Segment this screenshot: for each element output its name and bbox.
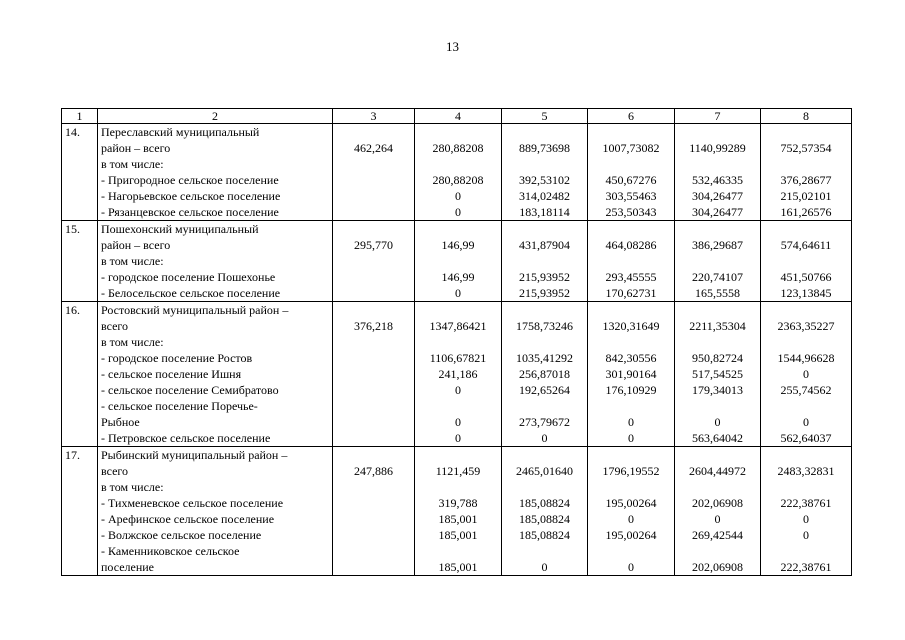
table-row: [62, 382, 852, 398]
value-cell: 0: [675, 511, 761, 527]
value-cell: [333, 559, 415, 576]
value-cell: 253,50343: [588, 204, 675, 221]
value-cell: 269,42544: [675, 527, 761, 543]
value-cell: [415, 398, 502, 414]
value-cell: 0: [675, 414, 761, 430]
value-cell: 376,218: [333, 318, 415, 334]
header-cell: 2: [98, 109, 333, 124]
value-cell: 451,50766: [761, 269, 852, 285]
value-cell: 2465,01640: [502, 463, 588, 479]
table-row: [62, 398, 852, 414]
table-row: [62, 414, 852, 430]
value-cell: 220,74107: [675, 269, 761, 285]
row-number-cell: [62, 430, 98, 447]
value-cell: 304,26477: [675, 204, 761, 221]
municipality-name-cell: - Белосельское сельское поселение: [98, 285, 333, 302]
value-cell: [675, 543, 761, 559]
value-cell: [502, 543, 588, 559]
value-cell: [333, 285, 415, 302]
value-cell: [588, 253, 675, 269]
value-cell: [333, 172, 415, 188]
table-row: [62, 172, 852, 188]
value-cell: [415, 156, 502, 172]
value-cell: 123,13845: [761, 285, 852, 302]
municipality-name-cell: - Волжское сельское поселение: [98, 527, 333, 543]
value-cell: [588, 479, 675, 495]
value-cell: 303,55463: [588, 188, 675, 204]
value-cell: 950,82724: [675, 350, 761, 366]
value-cell: [502, 156, 588, 172]
value-cell: 0: [415, 382, 502, 398]
value-cell: [502, 447, 588, 464]
municipality-name-cell: в том числе:: [98, 479, 333, 495]
value-cell: 386,29687: [675, 237, 761, 253]
table-row: [62, 221, 852, 238]
value-cell: 146,99: [415, 269, 502, 285]
row-number-cell: [62, 463, 98, 479]
row-number-cell: [62, 543, 98, 559]
value-cell: 176,10929: [588, 382, 675, 398]
value-cell: [675, 124, 761, 141]
value-cell: 185,08824: [502, 527, 588, 543]
value-cell: 0: [588, 414, 675, 430]
table-row: [62, 430, 852, 447]
municipality-name-cell: - Нагорьевское сельское поселение: [98, 188, 333, 204]
value-cell: 215,93952: [502, 285, 588, 302]
row-number-cell: [62, 140, 98, 156]
value-cell: 0: [761, 527, 852, 543]
table-row: [62, 350, 852, 366]
value-cell: 0: [588, 430, 675, 447]
value-cell: [761, 156, 852, 172]
header-cell: 7: [675, 109, 761, 124]
value-cell: [761, 543, 852, 559]
value-cell: [761, 447, 852, 464]
row-number-cell: [62, 366, 98, 382]
value-cell: 0: [415, 414, 502, 430]
value-cell: 0: [415, 204, 502, 221]
value-cell: 0: [761, 366, 852, 382]
value-cell: [675, 302, 761, 319]
row-number-cell: [62, 188, 98, 204]
value-cell: 247,886: [333, 463, 415, 479]
municipality-name-cell: - сельское поселение Поречье-: [98, 398, 333, 414]
value-cell: 0: [761, 511, 852, 527]
value-cell: 0: [415, 285, 502, 302]
value-cell: 431,87904: [502, 237, 588, 253]
value-cell: 185,08824: [502, 495, 588, 511]
value-cell: [333, 188, 415, 204]
value-cell: [761, 221, 852, 238]
value-cell: 195,00264: [588, 495, 675, 511]
value-cell: [675, 479, 761, 495]
value-cell: 1106,67821: [415, 350, 502, 366]
row-number-cell: [62, 237, 98, 253]
municipality-name-cell: в том числе:: [98, 253, 333, 269]
table-row: [62, 140, 852, 156]
value-cell: [761, 398, 852, 414]
municipality-name-cell: район – всего: [98, 237, 333, 253]
value-cell: 280,88208: [415, 140, 502, 156]
value-cell: 2604,44972: [675, 463, 761, 479]
value-cell: [675, 447, 761, 464]
municipality-name-cell: - сельское поселение Семибратово: [98, 382, 333, 398]
value-cell: [502, 334, 588, 350]
value-cell: 0: [588, 559, 675, 576]
value-cell: [415, 447, 502, 464]
header-cell: 6: [588, 109, 675, 124]
value-cell: 314,02482: [502, 188, 588, 204]
value-cell: [415, 334, 502, 350]
value-cell: [502, 221, 588, 238]
value-cell: [333, 414, 415, 430]
value-cell: 280,88208: [415, 172, 502, 188]
municipality-name-cell: в том числе:: [98, 156, 333, 172]
value-cell: 0: [502, 430, 588, 447]
value-cell: 215,93952: [502, 269, 588, 285]
header-cell: 3: [333, 109, 415, 124]
municipality-name-cell: всего: [98, 463, 333, 479]
value-cell: [502, 302, 588, 319]
value-cell: 179,34013: [675, 382, 761, 398]
value-cell: [333, 156, 415, 172]
value-cell: 889,73698: [502, 140, 588, 156]
value-cell: 241,186: [415, 366, 502, 382]
value-cell: [415, 253, 502, 269]
value-cell: [333, 511, 415, 527]
value-cell: 450,67276: [588, 172, 675, 188]
table-row: [62, 188, 852, 204]
value-cell: [333, 302, 415, 319]
value-cell: 517,54525: [675, 366, 761, 382]
value-cell: 222,38761: [761, 495, 852, 511]
table-row: [62, 447, 852, 464]
municipality-name-cell: поселение: [98, 559, 333, 576]
value-cell: 1140,99289: [675, 140, 761, 156]
value-cell: 752,57354: [761, 140, 852, 156]
value-cell: 0: [761, 414, 852, 430]
header-cell: 4: [415, 109, 502, 124]
value-cell: 1320,31649: [588, 318, 675, 334]
value-cell: 319,788: [415, 495, 502, 511]
value-cell: [415, 302, 502, 319]
value-cell: [333, 124, 415, 141]
row-number-cell: 14.: [62, 124, 98, 141]
row-number-cell: [62, 350, 98, 366]
value-cell: [333, 204, 415, 221]
table-row: [62, 559, 852, 576]
row-number-cell: [62, 318, 98, 334]
table-row: [62, 511, 852, 527]
value-cell: 1121,459: [415, 463, 502, 479]
value-cell: [588, 221, 675, 238]
table-row: [62, 285, 852, 302]
header-row: [62, 109, 852, 124]
municipality-name-cell: - Арефинское сельское поселение: [98, 511, 333, 527]
value-cell: [333, 334, 415, 350]
value-cell: [588, 302, 675, 319]
municipality-name-cell: Переславский муниципальный: [98, 124, 333, 141]
table-row: [62, 302, 852, 319]
table-row: [62, 269, 852, 285]
table-row: [62, 156, 852, 172]
value-cell: 256,87018: [502, 366, 588, 382]
municipality-name-cell: Пошехонский муниципальный: [98, 221, 333, 238]
value-cell: 2211,35304: [675, 318, 761, 334]
value-cell: 195,00264: [588, 527, 675, 543]
value-cell: 170,62731: [588, 285, 675, 302]
value-cell: 222,38761: [761, 559, 852, 576]
value-cell: [333, 447, 415, 464]
value-cell: [761, 334, 852, 350]
value-cell: [333, 398, 415, 414]
table-row: [62, 479, 852, 495]
value-cell: 185,001: [415, 559, 502, 576]
value-cell: [415, 221, 502, 238]
value-cell: [333, 350, 415, 366]
row-number-cell: [62, 285, 98, 302]
municipality-name-cell: - Каменниковское сельское: [98, 543, 333, 559]
row-number-cell: [62, 414, 98, 430]
municipality-name-cell: в том числе:: [98, 334, 333, 350]
value-cell: 202,06908: [675, 559, 761, 576]
row-number-cell: [62, 398, 98, 414]
value-cell: [502, 479, 588, 495]
table-row: [62, 543, 852, 559]
table-row: [62, 204, 852, 221]
value-cell: 304,26477: [675, 188, 761, 204]
value-cell: 185,001: [415, 511, 502, 527]
value-cell: [333, 430, 415, 447]
value-cell: 146,99: [415, 237, 502, 253]
value-cell: [675, 156, 761, 172]
value-cell: [333, 253, 415, 269]
value-cell: 2363,35227: [761, 318, 852, 334]
value-cell: [588, 447, 675, 464]
value-cell: 293,45555: [588, 269, 675, 285]
value-cell: 192,65264: [502, 382, 588, 398]
value-cell: 301,90164: [588, 366, 675, 382]
value-cell: [761, 124, 852, 141]
row-number-cell: [62, 334, 98, 350]
municipality-name-cell: - Пригородное сельское поселение: [98, 172, 333, 188]
value-cell: [333, 269, 415, 285]
row-number-cell: 17.: [62, 447, 98, 464]
value-cell: 202,06908: [675, 495, 761, 511]
value-cell: 0: [588, 511, 675, 527]
value-cell: [675, 221, 761, 238]
municipality-name-cell: - городское поселение Ростов: [98, 350, 333, 366]
municipality-name-cell: - Тихменевское сельское поселение: [98, 495, 333, 511]
value-cell: 215,02101: [761, 188, 852, 204]
row-number-cell: [62, 269, 98, 285]
table-row: [62, 334, 852, 350]
municipality-name-cell: - Петровское сельское поселение: [98, 430, 333, 447]
municipality-name-cell: - городское поселение Пошехонье: [98, 269, 333, 285]
header-cell: 1: [62, 109, 98, 124]
table-row: [62, 366, 852, 382]
value-cell: [761, 253, 852, 269]
table-row: [62, 495, 852, 511]
value-cell: 0: [502, 559, 588, 576]
row-number-cell: [62, 511, 98, 527]
value-cell: 574,64611: [761, 237, 852, 253]
value-cell: 1758,73246: [502, 318, 588, 334]
value-cell: 392,53102: [502, 172, 588, 188]
value-cell: [333, 221, 415, 238]
value-cell: 1035,41292: [502, 350, 588, 366]
value-cell: [333, 479, 415, 495]
value-cell: 185,08824: [502, 511, 588, 527]
value-cell: [333, 495, 415, 511]
municipality-name-cell: Ростовский муниципальный район –: [98, 302, 333, 319]
row-number-cell: [62, 527, 98, 543]
row-number-cell: [62, 156, 98, 172]
row-number-cell: [62, 495, 98, 511]
header-cell: 8: [761, 109, 852, 124]
value-cell: 1796,19552: [588, 463, 675, 479]
value-cell: 183,18114: [502, 204, 588, 221]
table-row: [62, 253, 852, 269]
row-number-cell: [62, 479, 98, 495]
value-cell: [333, 382, 415, 398]
value-cell: 255,74562: [761, 382, 852, 398]
data-table: [61, 108, 852, 576]
row-number-cell: [62, 559, 98, 576]
value-cell: [588, 334, 675, 350]
value-cell: [675, 253, 761, 269]
value-cell: 1347,86421: [415, 318, 502, 334]
municipality-name-cell: всего: [98, 318, 333, 334]
value-cell: [333, 366, 415, 382]
value-cell: [761, 479, 852, 495]
value-cell: [675, 334, 761, 350]
municipality-name-cell: Рыбное: [98, 414, 333, 430]
value-cell: 842,30556: [588, 350, 675, 366]
municipality-name-cell: район – всего: [98, 140, 333, 156]
value-cell: [675, 398, 761, 414]
value-cell: 562,64037: [761, 430, 852, 447]
table-row: [62, 527, 852, 543]
value-cell: [588, 543, 675, 559]
municipality-name-cell: Рыбинский муниципальный район –: [98, 447, 333, 464]
value-cell: 295,770: [333, 237, 415, 253]
value-cell: 563,64042: [675, 430, 761, 447]
value-cell: [415, 479, 502, 495]
value-cell: [333, 543, 415, 559]
value-cell: [502, 398, 588, 414]
table-row: [62, 463, 852, 479]
table-row: [62, 237, 852, 253]
value-cell: [588, 398, 675, 414]
value-cell: [333, 527, 415, 543]
value-cell: [415, 124, 502, 141]
value-cell: [415, 543, 502, 559]
value-cell: [761, 302, 852, 319]
row-number-cell: [62, 382, 98, 398]
value-cell: [588, 124, 675, 141]
value-cell: 1007,73082: [588, 140, 675, 156]
table-body: [62, 109, 852, 576]
value-cell: 2483,32831: [761, 463, 852, 479]
value-cell: 376,28677: [761, 172, 852, 188]
page-number: 13: [446, 39, 459, 54]
value-cell: 273,79672: [502, 414, 588, 430]
value-cell: 462,264: [333, 140, 415, 156]
row-number-cell: [62, 172, 98, 188]
table-row: [62, 124, 852, 141]
value-cell: 185,001: [415, 527, 502, 543]
value-cell: 161,26576: [761, 204, 852, 221]
table-row: [62, 318, 852, 334]
value-cell: 165,5558: [675, 285, 761, 302]
value-cell: [588, 156, 675, 172]
value-cell: 0: [415, 430, 502, 447]
row-number-cell: [62, 253, 98, 269]
header-cell: 5: [502, 109, 588, 124]
value-cell: 532,46335: [675, 172, 761, 188]
value-cell: 1544,96628: [761, 350, 852, 366]
value-cell: 464,08286: [588, 237, 675, 253]
value-cell: [502, 124, 588, 141]
municipality-name-cell: - сельское поселение Ишня: [98, 366, 333, 382]
value-cell: 0: [415, 188, 502, 204]
row-number-cell: [62, 204, 98, 221]
row-number-cell: 15.: [62, 221, 98, 238]
row-number-cell: 16.: [62, 302, 98, 319]
municipality-name-cell: - Рязанцевское сельское поселение: [98, 204, 333, 221]
value-cell: [502, 253, 588, 269]
